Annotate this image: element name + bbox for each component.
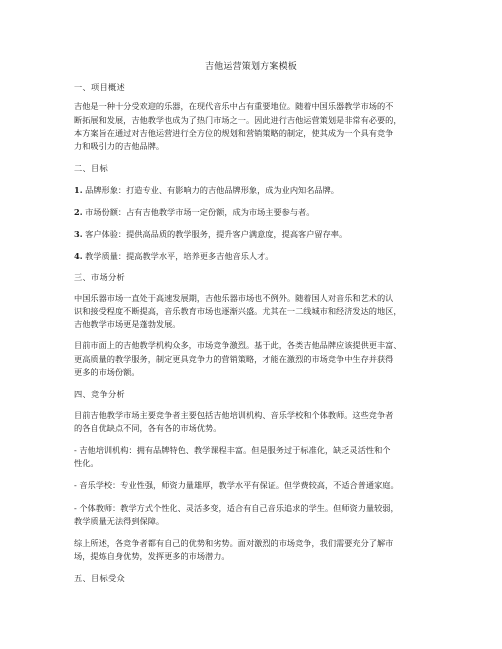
competition-conclusion: 综上所述，各竞争者都有自己的优势和劣势。面对激烈的市场竞争，我们需要充分了解市 [74,538,394,548]
competitor-bullet: - 吉他培训机构：拥有品牌特色、教学课程丰富。但是服务过于标准化，缺乏灵活性和个 [74,445,391,455]
competitor-bullet: - 个体教师：教学方式个性化、灵活多变，适合有自己音乐追求的学生。但师资力量较弱， [74,503,399,513]
section-heading-goals: 二、目标 [74,163,108,173]
goal-item [74,184,339,198]
section-heading-overview: 一、项目概述 [74,82,125,92]
goal-text: 客户体验：提供高品质的教学服务，提升客户满意度，提高客户留存率。 [85,229,348,239]
market-line: 更多的市场份额。 [74,367,140,377]
section-heading-competition: 四、竞争分析 [74,389,125,399]
goal-item [74,206,314,220]
section-heading-market: 三、市场分析 [74,272,125,282]
section-heading-audience: 五、目标受众 [74,573,125,583]
overview-line: 力和吸引力的吉他品牌。 [74,141,165,151]
competition-conclusion: 场，提炼自身优势，发挥更多的市场潜力。 [74,551,230,561]
overview-line: 吉他是一种十分受欢迎的乐器，在现代音乐中占有重要地位。随着中国乐器教学市场的不 [74,101,394,111]
competitor-bullet: - 音乐学校：专业性强，师资力量雄厚，教学水平有保证。但学费较高，不适合普通家庭。 [74,480,399,490]
market-line: 吉他教学市场更是蓬勃发展。 [74,319,181,329]
overview-line: 断拓展和发展，吉他教学也成为了热门市场之一。因此进行吉他运营策划是非常有必要的， [74,115,402,125]
goal-number: 3. [74,229,83,239]
goal-text: 品牌形象：打造专业、有影响力的吉他品牌形象，成为业内知名品牌。 [85,185,339,195]
goal-text: 市场份额：占有吉他教学市场一定份额，成为市场主要参与者。 [85,207,315,217]
goal-number: 4. [74,251,83,261]
goal-number: 2. [74,207,83,217]
document-title: 吉他运营策划方案模板 [204,62,297,72]
competitor-bullet: 教学质量无法得到保障。 [74,516,165,526]
market-line: 识和接受程度不断提高，音乐教育市场也逐渐兴盛。尤其在一二线城市和经济发达的地区， [74,306,402,316]
competitor-bullet: 性化。 [74,458,99,468]
market-line: 目前市面上的吉他教学机构众多，市场竞争激烈。基于此，各类吉他品牌应该提供更丰富、 [74,340,402,350]
goal-text: 教学质量：提高教学水平，培养更多吉他音乐人才。 [85,251,274,261]
competition-line: 的各自优缺点不同，各有各的市场优势。 [74,423,222,433]
goal-number: 1. [74,185,83,195]
market-line: 更高质量的教学服务，制定更具竞争力的营销策略，才能在激烈的市场竞争中生存并获得 [74,354,394,364]
goal-item [74,228,347,242]
competition-line: 目前吉他教学市场主要竞争者主要包括吉他培训机构、音乐学校和个体教师。这些竞争者 [74,410,394,420]
market-line: 中国乐器市场一直处于高速发展期，吉他乐器市场也不例外。随着国人对音乐和艺术的认 [74,293,394,303]
goal-item [74,250,274,264]
overview-line: 本方案旨在通过对吉他运营进行全方位的规划和营销策略的制定，使其成为一个具有竞争 [74,128,394,138]
